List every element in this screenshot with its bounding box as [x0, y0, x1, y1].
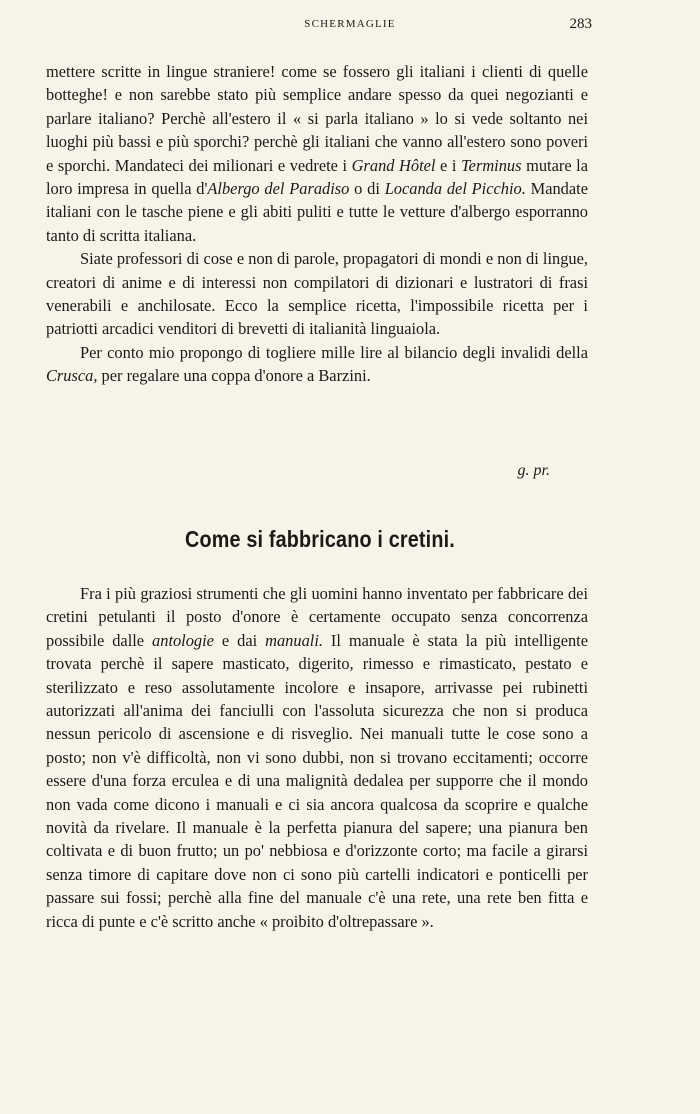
text-run: Il manuale è stata la più intelligente trovata perchè il sapere masticato, digerito, rimesso e rimasticato, pestato e sterilizzato e reso assolutamente incolore e insapore, arrivasse pei rubinetti autorizzati all'anima dei fanciulli con l'assoluta sicurezza che non si produca nessun pericolo di ascensione e di risveglio. Nei manuali tutte le cose sono a posto; non v'è difficoltà, non vi sono dubbi, non si trovano eccitamenti; occorre essere d'una forza erculea e di una malignità dedalea per supporre che il mondo non vada come dicono i manuali e ci sia ancora qualcosa da scoprire e qualche novità da rivelare. Il manuale è la perfetta pianura del sapere; una pianura ben coltivata e di buon frutto; un po' nebbiosa e d'orizzonte corto; ma facile a girarsi senza timore di capitare dove non ci sono più cartelli indicatori e ponticelli per passare sui fossi; perchè alla fine del manuale c'è una rete, una rete ben fitta e ricca di punte e c'è scritto anche « proibito d'oltrepassare ». [46, 630, 588, 931]
previous-article-text [46, 60, 588, 388]
page-number: 283 [569, 16, 592, 32]
italic-run: Locanda del Picchio. [384, 179, 526, 199]
article-body [46, 582, 588, 933]
paragraph: Siate professori di cose e non di parole, propagatori di mondi e non di lingue, creatori di anime e di interessi non compilatori di dizionari e lustratori di frasi venerabili e anchilosate. Ecco la semplice ricetta, l'impossibile ricetta per i patriotti arcadici venditori di brevetti di italianità linguaiola. [46, 249, 588, 339]
text-run: e i [435, 155, 462, 175]
text-run: Mandate italiani con le tasche piene e gli abiti puliti e tutte le vetture d'albergo esporranno tanto di scritta italiana. [46, 179, 588, 245]
paragraph [46, 582, 588, 933]
italic-run: Crusca, [46, 366, 98, 386]
paragraph [46, 60, 588, 247]
text-run: Fra i più graziosi strumenti che gli uomini hanno inventato per fabbricare dei cretini petulanti il posto d'onore è certamente occupato senza concorrenza possibile dalle [46, 584, 588, 650]
text-run: o di [349, 179, 385, 199]
text-run: Per conto mio propongo di togliere mille lire al bilancio degli invalidi della [80, 342, 588, 362]
italic-run: manuali. [265, 630, 323, 650]
article-title: Come si fabbricano i cretini. [185, 526, 455, 552]
text-run: mutare la loro impresa in quella d' [46, 155, 589, 199]
italic-run: Grand Hôtel [351, 155, 436, 175]
italic-run: Albergo del Paradiso [207, 179, 350, 199]
text-run: e dai [213, 630, 266, 650]
italic-run: Terminus [461, 155, 522, 175]
text-run: per regalare una coppa d'onore a Barzini. [97, 366, 371, 386]
author-signature: g. pr. [517, 462, 550, 479]
running-head: SCHERMAGLIE [304, 18, 396, 30]
paragraph [46, 341, 588, 388]
italic-run: antologie [152, 630, 214, 650]
text-run: mettere scritte in lingue straniere! come se fossero gli italiani i clienti di quelle botteghe! e non sarebbe stato più semplice andare spesso da quei negozianti e parlare italiano? Perchè all'estero il « si parla italiano » lo si vede soltanto nei luoghi più bassi e più sporchi? perchè gli italiani che vanno all'estero sono poveri e sporchi. Mandateci dei milionari e vedrete i [46, 62, 588, 175]
